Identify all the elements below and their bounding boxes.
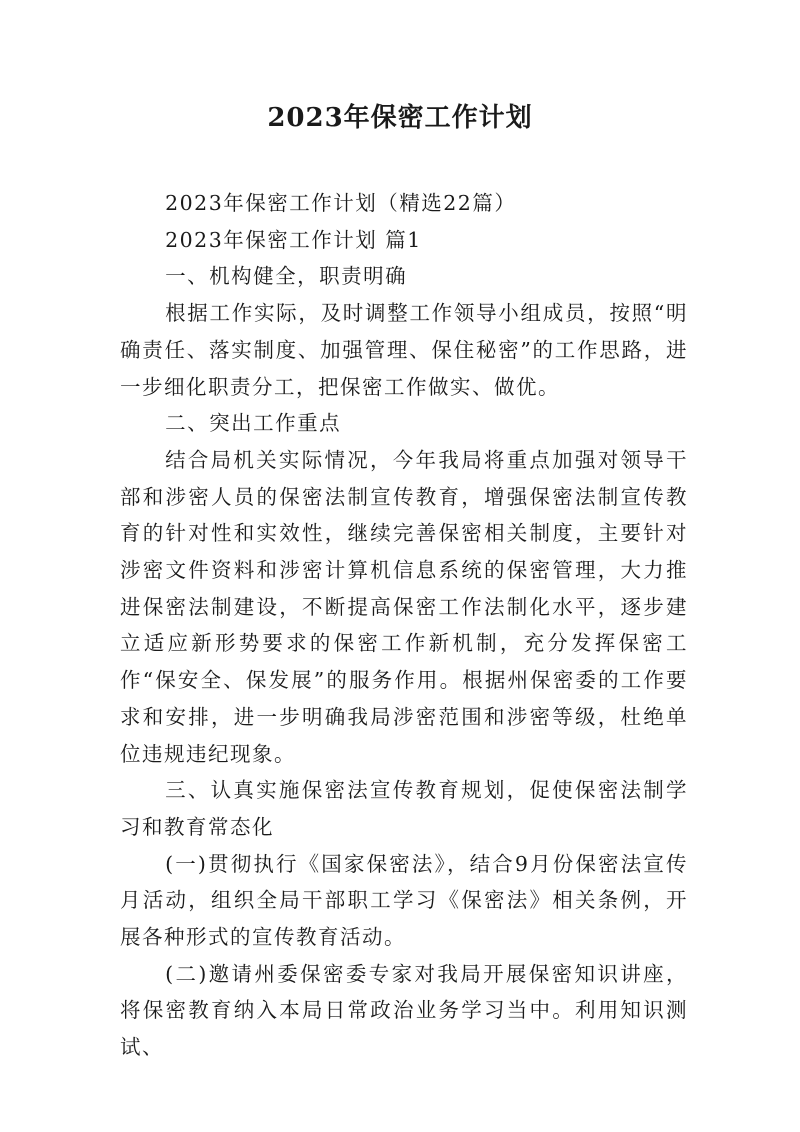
- section-label: 2023年保密工作计划 篇1: [165, 227, 422, 252]
- body-paragraph-1: 根据工作实际，及时调整工作领导小组成员，按照“明确责任、落实制度、加强管理、保住秘密”的工作思路，进一步细化职责分工，把保密工作做实、做优。: [120, 301, 688, 399]
- body-paragraph-2: 结合局机关实际情况，今年我局将重点加强对领导干部和涉密人员的保密法制宣传教育，增强保密法制宣传教育的针对性和实效性，继续完善保密相关制度，主要针对涉密文件资料和涉密计算机信息系统的保密管理，大力推进保密法制建设，不断提高保密工作法制化水平，逐步建立适应新形势要求的保密工作新机制，充分发挥保密工作“保安全、保发展”的服务作用。根据州保密委的工作要求和安排，进一步明确我局涉密范围和涉密等级，杜绝单位违规违纪现象。: [120, 447, 688, 766]
- section-heading-2: 二、突出工作重点: [165, 411, 342, 436]
- body-paragraph-4: (二)邀请州委保密委专家对我局开展保密知识讲座，将保密教育纳入本局日常政治业务学习当中。利用知识测试、: [120, 961, 688, 1060]
- document-body: [120, 185, 688, 1066]
- body-paragraph-3: (一)贯彻执行《国家保密法》，结合9月份保密法宣传月活动，组织全局干部职工学习《保密法》相关条例，开展各种形式的宣传教育活动。: [120, 851, 688, 950]
- document-subtitle: 2023年保密工作计划（精选22篇）: [165, 191, 517, 215]
- section-heading-1: 一、机构健全，职责明确: [165, 264, 408, 289]
- section-heading-3: 三、认真实施保密法宣传教育规划，促使保密法制学习和教育常态化: [120, 778, 688, 839]
- document-title: 2023年保密工作计划: [267, 103, 533, 133]
